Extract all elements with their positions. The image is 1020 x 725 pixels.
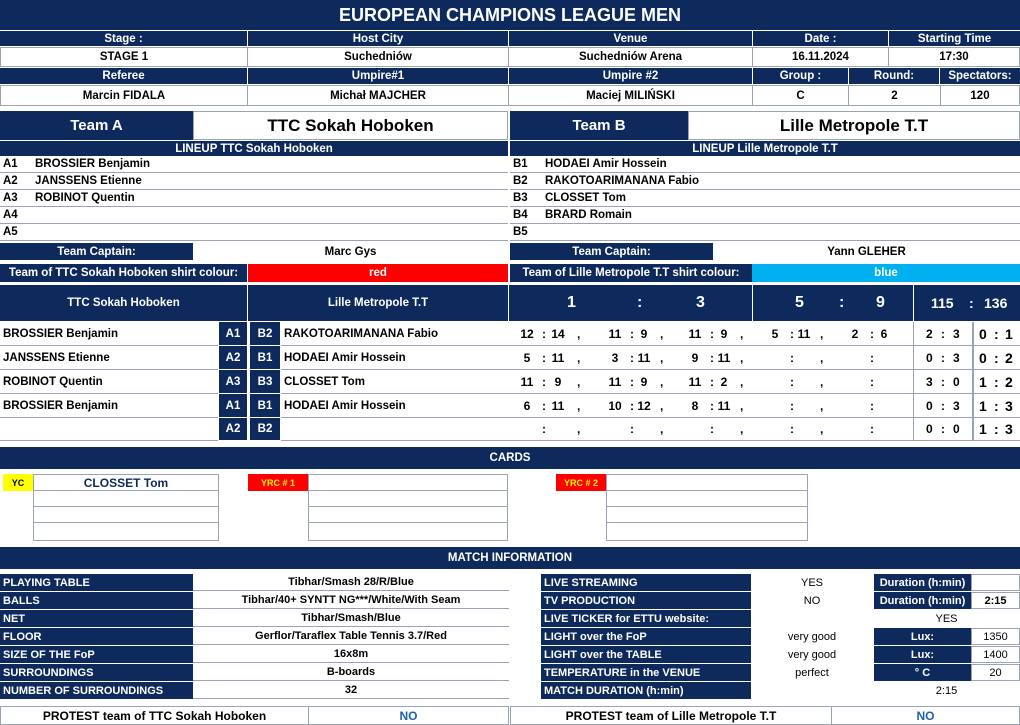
result-team-a: TTC Sokah Hoboken <box>0 285 247 321</box>
shirt-b-label: Team of Lille Metropole T.T shirt colour: <box>510 264 752 282</box>
lineup-code: B1 <box>510 156 542 173</box>
team-a-name: TTC Sokah Hoboken <box>193 111 508 140</box>
set-colon: : <box>542 350 546 365</box>
set-colon: : <box>542 422 546 436</box>
match-games <box>914 370 974 394</box>
lineup-code: B4 <box>510 207 542 224</box>
set-colon: : <box>870 374 874 389</box>
games-b: 9 <box>876 294 885 311</box>
date-header: Date : <box>753 31 888 46</box>
stage-header: Stage : <box>0 31 247 46</box>
match-games <box>914 394 974 418</box>
info-key: LIGHT over the FoP <box>541 628 751 645</box>
cards-title: CARDS <box>0 447 1020 469</box>
set-score-b: 6 <box>880 326 888 341</box>
set-score-b: 11 <box>637 350 651 365</box>
games-b: 0 <box>953 422 960 436</box>
set-comma: , <box>660 374 664 389</box>
info-key-2: ° C <box>873 664 971 681</box>
match-player-b: HODAEI Amir Hossein <box>281 394 509 418</box>
team-b-label: Team B <box>510 111 688 140</box>
match-player-b: HODAEI Amir Hossein <box>281 346 509 370</box>
set-comma: , <box>660 326 664 341</box>
running-colon: : <box>994 421 999 437</box>
match-running-score <box>974 346 1020 370</box>
set-comma: , <box>820 422 824 436</box>
match-player-a <box>0 418 218 441</box>
result-team-b: Lille Metropole T.T <box>248 285 508 321</box>
set-score-a: 11 <box>608 326 622 341</box>
games-colon: : <box>941 350 945 365</box>
set-score-a: 12 <box>520 326 534 341</box>
info-value: Tibhar/Smash 28/R/Blue <box>193 574 509 591</box>
lineup-player: ROBINOT Quentin <box>32 190 508 207</box>
info-value: B-boards <box>193 664 509 681</box>
info-key: MATCH DURATION (h:min) <box>541 682 751 699</box>
games-a: 3 <box>926 374 933 389</box>
set-colon: : <box>870 398 874 413</box>
captain-a-label: Team Captain: <box>0 243 193 260</box>
games-score <box>753 285 913 321</box>
set-colon: : <box>870 350 874 365</box>
games-colon: : <box>941 422 945 436</box>
captain-a-name: Marc Gys <box>324 245 377 258</box>
match-code-b: B1 <box>250 346 280 370</box>
points-score <box>914 285 1020 321</box>
set-comma: , <box>740 374 744 389</box>
running-b: 2 <box>1005 373 1013 390</box>
info-value-2: YES <box>935 612 958 625</box>
lineup-player <box>32 224 508 241</box>
info-key-2: Lux: <box>873 646 971 663</box>
group-value: C <box>752 85 849 106</box>
set-colon: : <box>710 398 714 413</box>
set-colon: : <box>870 326 874 341</box>
set-colon: : <box>542 374 546 389</box>
match-player-a: ROBINOT Quentin <box>0 370 218 394</box>
match-code-b: B2 <box>250 322 280 346</box>
info-key: LIVE TICKER for ETTU website: <box>541 610 751 627</box>
info-value-2 <box>971 574 1020 591</box>
info-key: FLOOR <box>0 628 193 645</box>
match-code-b: B3 <box>250 370 280 394</box>
yrc2-slot <box>606 522 808 541</box>
yrc2-slot <box>606 506 808 523</box>
spectators-header: Spectators: <box>940 68 1020 84</box>
running-b: 3 <box>1005 421 1013 437</box>
info-key-2: Lux: <box>873 628 971 645</box>
match-player-a: JANSSENS Etienne <box>0 346 218 370</box>
running-a: 0 <box>979 349 987 366</box>
games-sep: : <box>839 294 845 311</box>
match-player-a: BROSSIER Benjamin <box>0 394 218 418</box>
games-a: 0 <box>926 398 933 413</box>
running-colon: : <box>994 397 999 414</box>
info-value: YES <box>800 576 823 589</box>
lineup-code: B2 <box>510 173 542 190</box>
match-player-a: BROSSIER Benjamin <box>0 322 218 346</box>
set-comma: , <box>577 350 581 365</box>
set-colon: : <box>790 350 794 365</box>
set-score-b: 11 <box>797 326 811 341</box>
yrc2-badge: YRC # 2 <box>556 474 606 491</box>
info-value-2: 1400 <box>971 646 1020 663</box>
shirt-a-label: Team of TTC Sokah Hoboken shirt colour: <box>0 264 247 282</box>
set-colon: : <box>542 326 546 341</box>
yrc1-slot <box>308 506 508 523</box>
match-running-score <box>974 370 1020 394</box>
set-score-b: 11 <box>551 398 565 413</box>
games-a: 5 <box>795 294 804 311</box>
info-key-2: Duration (h:min) <box>873 592 971 609</box>
match-code-a: A3 <box>219 370 247 394</box>
set-colon: : <box>790 398 794 413</box>
lineup-player: JANSSENS Etienne <box>32 173 508 190</box>
set-colon: : <box>630 326 634 341</box>
protest-a-label: PROTEST team of TTC Sokah Hoboken <box>0 706 309 725</box>
matches-b: 3 <box>696 294 705 311</box>
running-colon: : <box>994 325 999 342</box>
set-comma: , <box>577 398 581 413</box>
info-value: very good <box>787 648 837 661</box>
set-score-a: 11 <box>608 374 622 389</box>
info-value-2: 20 <box>971 664 1020 681</box>
yrc2-slot <box>606 490 808 507</box>
set-colon: : <box>630 350 634 365</box>
date-value: 16.11.2024 <box>752 47 889 67</box>
lineup-a-title: LINEUP TTC Sokah Hoboken <box>0 141 508 156</box>
info-value: NO <box>803 594 821 607</box>
set-score-a: 8 <box>691 398 699 413</box>
venue-value: Suchedniów Arena <box>508 47 753 67</box>
games-colon: : <box>941 326 945 341</box>
running-b: 1 <box>1005 325 1013 342</box>
match-code-b: B2 <box>250 418 280 441</box>
yellow-card-badge: YC <box>3 474 33 491</box>
match-code-b: B1 <box>250 394 280 418</box>
info-value-2: 1350 <box>971 628 1020 645</box>
lineup-code: A5 <box>0 224 32 241</box>
lineup-code: A1 <box>0 156 32 173</box>
set-comma: , <box>740 350 744 365</box>
info-key: PLAYING TABLE <box>0 574 193 591</box>
set-score-b: 9 <box>554 374 562 389</box>
match-games <box>914 346 974 370</box>
running-a: 1 <box>979 397 987 414</box>
yrc1-slot <box>308 474 508 491</box>
running-b: 3 <box>1005 397 1013 414</box>
match-running-score <box>974 322 1020 346</box>
set-comma: , <box>577 374 581 389</box>
info-key: LIVE STREAMING <box>541 574 751 591</box>
matches-a: 1 <box>567 294 576 311</box>
info-value-2: 2:15 <box>935 684 958 697</box>
set-colon: : <box>710 374 714 389</box>
games-colon: : <box>941 374 945 389</box>
games-b: 3 <box>953 326 960 341</box>
info-key: LIGHT over the TABLE <box>541 646 751 663</box>
match-sets <box>509 346 914 370</box>
set-score-b: 2 <box>720 374 728 389</box>
referee-value: Marcin FIDALA <box>0 85 248 106</box>
host-city-value: Suchedniów <box>247 47 509 67</box>
match-games <box>914 322 974 346</box>
info-value <box>751 682 873 699</box>
running-colon: : <box>994 349 999 366</box>
set-score-a: 2 <box>851 326 859 341</box>
lineup-code: B3 <box>510 190 542 207</box>
info-key: SIZE OF THE FoP <box>0 646 193 663</box>
info-value: very good <box>787 630 837 643</box>
set-score-b: 14 <box>551 326 565 341</box>
matches-sep: : <box>637 294 643 311</box>
yellow-card-slot <box>33 506 219 523</box>
set-score-b: 11 <box>551 350 565 365</box>
lineup-player <box>542 224 1020 241</box>
starting-time-value: 17:30 <box>888 47 1020 67</box>
info-value: 16x8m <box>193 646 509 663</box>
yrc2-slot <box>606 474 808 491</box>
info-key: NUMBER OF SURROUNDINGS <box>0 682 193 699</box>
info-value: Tibhar/40+ SYNTT NG***/White/With Seam <box>193 592 509 609</box>
info-key: NET <box>0 610 193 627</box>
set-comma: , <box>740 398 744 413</box>
set-comma: , <box>660 422 664 436</box>
lineup-player: CLOSSET Tom <box>542 190 1020 207</box>
shirt-a-colour: red <box>248 264 508 282</box>
set-score-b: 11 <box>717 398 731 413</box>
set-colon: : <box>710 422 714 436</box>
running-a: 1 <box>979 373 987 390</box>
yellow-card-slot <box>33 490 219 507</box>
lineup-player: BRARD Romain <box>542 207 1020 224</box>
info-key: SURROUNDINGS <box>0 664 193 681</box>
yrc1-badge: YRC # 1 <box>248 474 308 491</box>
match-player-b: CLOSSET Tom <box>281 370 509 394</box>
running-a: 1 <box>979 421 987 437</box>
set-score-a: 5 <box>771 326 779 341</box>
games-a: 0 <box>926 422 933 436</box>
set-comma: , <box>660 398 664 413</box>
set-comma: , <box>577 326 581 341</box>
set-score-a: 6 <box>523 398 531 413</box>
games-colon: : <box>941 398 945 413</box>
match-sets <box>509 394 914 418</box>
lineup-player: RAKOTOARIMANANA Fabio <box>542 173 1020 190</box>
lineup-player: HODAEI Amir Hossein <box>542 156 1020 173</box>
set-comma: , <box>820 374 824 389</box>
points-a: 115 <box>931 295 954 311</box>
match-running-score <box>974 418 1020 441</box>
starting-time-header: Starting Time <box>889 31 1020 46</box>
set-colon: : <box>542 398 546 413</box>
set-colon: : <box>630 374 634 389</box>
umpire1-value: Michał MAJCHER <box>247 85 509 106</box>
matches-score <box>509 285 752 321</box>
match-sets <box>509 370 914 394</box>
yrc1-slot <box>308 490 508 507</box>
set-colon: : <box>790 374 794 389</box>
set-score-a: 10 <box>608 398 622 413</box>
spectators-value: 120 <box>940 85 1020 106</box>
set-score-a: 11 <box>688 374 702 389</box>
set-colon: : <box>790 326 794 341</box>
running-b: 2 <box>1005 349 1013 366</box>
info-value-2: 2:15 <box>971 592 1020 609</box>
games-b: 3 <box>953 350 960 365</box>
host-city-header: Host City <box>248 31 508 46</box>
lineup-player <box>32 207 508 224</box>
info-value <box>751 610 873 627</box>
match-sets <box>509 322 914 346</box>
set-score-b: 11 <box>717 350 731 365</box>
set-comma: , <box>820 350 824 365</box>
lineup-b-title: LINEUP Lille Metropole T.T <box>510 141 1020 156</box>
set-comma: , <box>740 422 744 436</box>
group-header: Group : <box>753 68 848 84</box>
captain-b-label: Team Captain: <box>510 243 713 260</box>
shirt-b-colour: blue <box>752 264 1020 282</box>
set-comma: , <box>660 350 664 365</box>
page-title: EUROPEAN CHAMPIONS LEAGUE MEN <box>0 0 1020 30</box>
running-a: 0 <box>979 325 987 342</box>
games-b: 3 <box>953 398 960 413</box>
set-score-b: 9 <box>640 374 648 389</box>
lineup-code: A3 <box>0 190 32 207</box>
set-score-b: 12 <box>637 398 651 413</box>
set-colon: : <box>710 350 714 365</box>
match-code-a: A1 <box>219 394 247 418</box>
info-value: Gerflor/Taraflex Table Tennis 3.7/Red <box>193 628 509 645</box>
set-score-b: 9 <box>720 326 728 341</box>
set-comma: , <box>740 326 744 341</box>
points-sep: : <box>969 295 974 311</box>
games-a: 2 <box>926 326 933 341</box>
protest-a-value: NO <box>308 706 509 725</box>
protest-b-label: PROTEST team of Lille Metropole T.T <box>510 706 832 725</box>
points-b: 136 <box>984 295 1008 311</box>
set-comma: , <box>577 422 581 436</box>
set-score-b: 9 <box>640 326 648 341</box>
venue-header: Venue <box>509 31 752 46</box>
set-colon: : <box>630 398 634 413</box>
match-player-b: RAKOTOARIMANANA Fabio <box>281 322 509 346</box>
set-score-a: 9 <box>691 350 699 365</box>
set-score-a: 5 <box>523 350 531 365</box>
games-a: 0 <box>926 350 933 365</box>
team-b-name: Lille Metropole T.T <box>688 111 1020 140</box>
match-code-a: A2 <box>219 418 247 441</box>
match-info-title: MATCH INFORMATION <box>0 547 1020 569</box>
set-colon: : <box>870 422 874 436</box>
set-score-a: 11 <box>688 326 702 341</box>
set-comma: , <box>820 398 824 413</box>
protest-b-value: NO <box>831 706 1020 725</box>
captain-b-name: Yann GLEHER <box>827 245 906 258</box>
round-header: Round: <box>849 68 939 84</box>
info-value: 32 <box>193 682 509 699</box>
info-key: TEMPERATURE in the VENUE <box>541 664 751 681</box>
games-b: 0 <box>953 374 960 389</box>
stage-value: STAGE 1 <box>0 47 248 67</box>
referee-header: Referee <box>0 68 247 84</box>
set-comma: , <box>820 326 824 341</box>
yrc1-slot <box>308 522 508 541</box>
match-code-a: A1 <box>219 322 247 346</box>
info-key: TV PRODUCTION <box>541 592 751 609</box>
set-colon: : <box>710 326 714 341</box>
match-games <box>914 418 974 441</box>
match-running-score <box>974 394 1020 418</box>
match-code-a: A2 <box>219 346 247 370</box>
round-value: 2 <box>848 85 941 106</box>
umpire2-header: Umpire #2 <box>509 68 752 84</box>
set-colon: : <box>630 422 634 436</box>
team-a-label: Team A <box>0 111 193 140</box>
set-score-a: 11 <box>520 374 534 389</box>
match-player-b <box>281 418 509 441</box>
umpire1-header: Umpire#1 <box>248 68 508 84</box>
info-value: Tibhar/Smash/Blue <box>193 610 509 627</box>
yellow-card-slot <box>33 522 219 541</box>
info-key: BALLS <box>0 592 193 609</box>
yellow-card-player: CLOSSET Tom <box>33 474 219 491</box>
match-sets <box>509 418 914 441</box>
info-value: perfect <box>795 666 829 679</box>
set-score-a: 3 <box>611 350 619 365</box>
umpire2-value: Maciej MILIŃSKI <box>508 85 753 106</box>
running-colon: : <box>994 373 999 390</box>
lineup-code: A2 <box>0 173 32 190</box>
lineup-code: B5 <box>510 224 542 241</box>
set-colon: : <box>790 422 794 436</box>
info-key-2: Duration (h:min) <box>873 574 971 591</box>
lineup-code: A4 <box>0 207 32 224</box>
lineup-player: BROSSIER Benjamin <box>32 156 508 173</box>
